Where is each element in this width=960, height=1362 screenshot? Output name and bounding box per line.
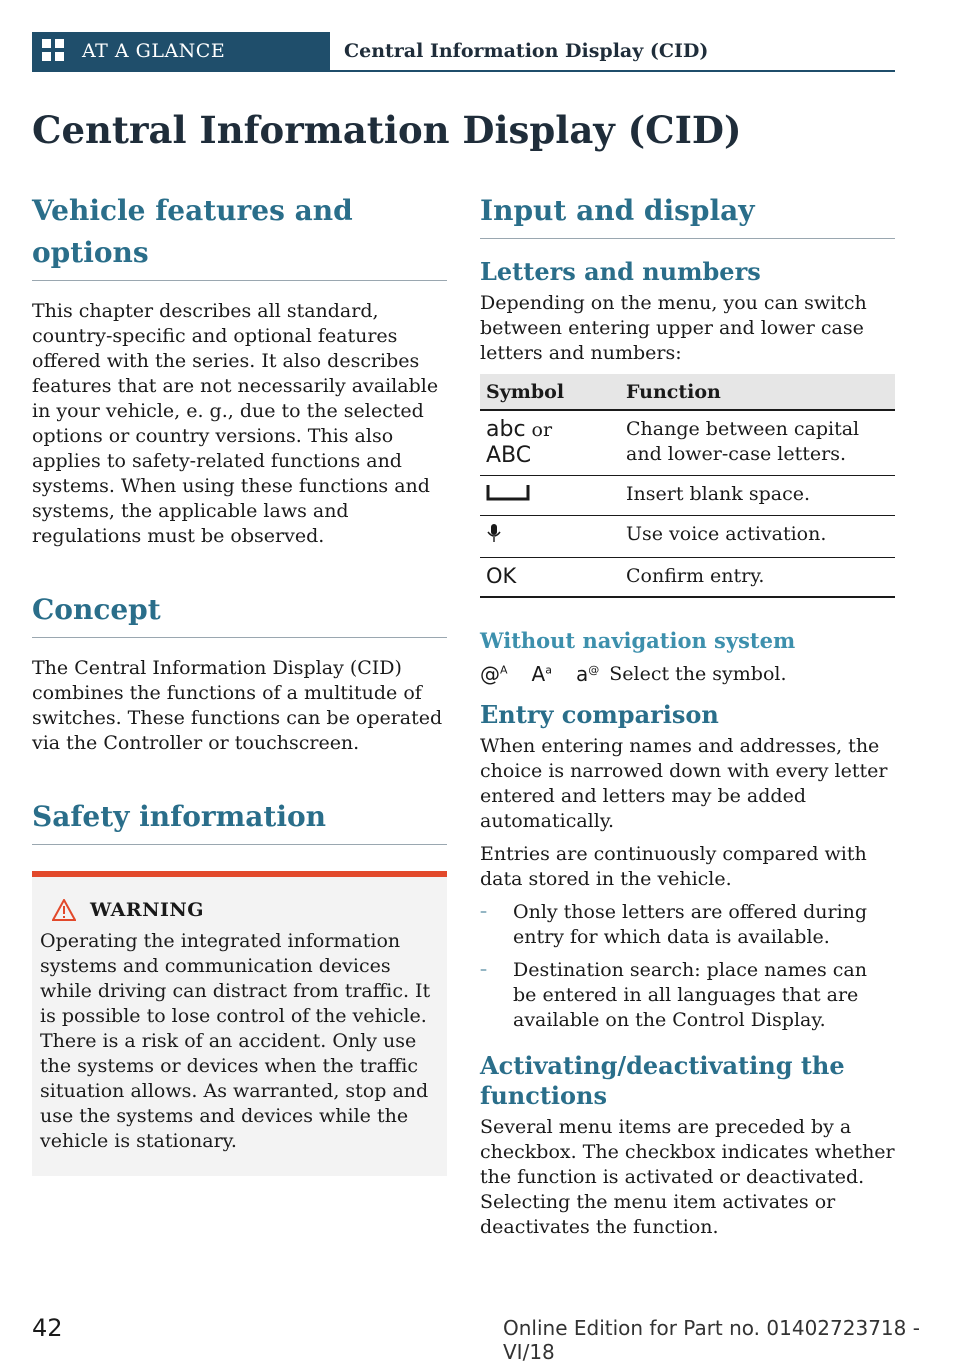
activating-text: Several menu items are preceded by a checkbox. The checkbox indicates whether the function is activated or deactivated. Selecting the menu item activates or deactivates the function. bbox=[480, 1116, 895, 1238]
function-column-header: Function bbox=[620, 374, 895, 410]
vehicle-features-heading: Vehicle features and options bbox=[32, 190, 447, 281]
safety-heading: Safety information bbox=[32, 796, 447, 845]
symbol-cell bbox=[480, 516, 620, 558]
function-cell: Use voice activation. bbox=[620, 516, 895, 558]
left-column bbox=[32, 190, 447, 1176]
activating-heading: Activating/deactivating the functions bbox=[480, 1051, 845, 1110]
table-row bbox=[480, 410, 895, 476]
symbol-column-header: Symbol bbox=[480, 374, 620, 410]
symbol-row bbox=[480, 662, 895, 686]
chapter-label: Central Information Display (CID) bbox=[344, 40, 709, 62]
warning-box bbox=[32, 871, 447, 1176]
letters-text: Depending on the menu, you can switch between entering upper and lower case letters and numbers: bbox=[480, 292, 867, 364]
grid-icon bbox=[42, 39, 66, 63]
warning-text: Operating the integrated information systems and communication devices while driving can distract from traffic. It is possible to lose control of the vehicle. There is a risk of an accident. Only use the systems or devices when the traffic situation allows. As warranted, stop and use the systems and devices while the vehicle is stationary. bbox=[40, 930, 431, 1152]
without-navigation-heading: Without navigation system bbox=[480, 628, 796, 653]
table-row bbox=[480, 516, 895, 558]
concept-heading: Concept bbox=[32, 589, 447, 638]
symbol-cell bbox=[480, 410, 620, 476]
vehicle-features-text: This chapter describes all standard, country-specific and optional features offered with the series. It also describes features that are not necessarily available in your vehicle, e. g., due to the selected options or country versions. This also applies to safety-related functions and systems. When using these functions and systems, the applicable laws and regulations must be observed. bbox=[32, 300, 439, 547]
section-tab bbox=[32, 32, 330, 70]
entry-comparison-heading: Entry comparison bbox=[480, 700, 719, 729]
ok-symbol: OK bbox=[486, 564, 517, 588]
table-row bbox=[480, 558, 895, 598]
input-display-heading: Input and display bbox=[480, 190, 895, 239]
letters-heading: Letters and numbers bbox=[480, 257, 761, 286]
lowercase-letter-icon: a@ bbox=[575, 662, 600, 686]
edition-footer: Online Edition for Part no. 01402723718 - VI/18 bbox=[503, 1316, 920, 1362]
section-label: AT A GLANCE bbox=[82, 40, 226, 62]
entry-comparison-text-1: When entering names and addresses, the choice is narrowed down with every letter entered and letters may be added automatically. bbox=[480, 735, 888, 832]
warning-header bbox=[40, 899, 439, 921]
select-symbol-text: Select the symbol. bbox=[609, 663, 787, 685]
lowercase-symbol: abc bbox=[486, 417, 526, 442]
at-sign-icon: @$^A$ bbox=[480, 662, 508, 686]
list-item: – Only those letters are offered during entry for which data is available. bbox=[480, 900, 895, 950]
page-header bbox=[32, 32, 895, 72]
entry-bullet-list bbox=[480, 900, 895, 1033]
symbol-cell bbox=[480, 558, 620, 598]
or-text: or bbox=[531, 419, 553, 441]
symbol-table bbox=[480, 374, 895, 598]
uppercase-letter-icon: $A^a$ bbox=[531, 662, 552, 686]
page-title: Central Information Display (CID) bbox=[32, 108, 742, 152]
concept-text: The Central Information Display (CID) combines the functions of a multitude of switches. These functions can be operated via the Controller or touchscreen. bbox=[32, 657, 443, 754]
table-row bbox=[480, 476, 895, 516]
function-cell: Change between capital and lower-case letters. bbox=[620, 410, 895, 476]
function-cell: Confirm entry. bbox=[620, 558, 895, 598]
microphone-icon bbox=[486, 522, 502, 544]
entry-comparison-text-2: Entries are continuously compared with data stored in the vehicle. bbox=[480, 843, 867, 890]
warning-triangle-icon bbox=[52, 899, 76, 921]
page-number: 42 bbox=[32, 1314, 63, 1342]
right-column bbox=[480, 190, 895, 1248]
uppercase-symbol: ABC bbox=[486, 443, 532, 468]
function-cell: Insert blank space. bbox=[620, 476, 895, 516]
warning-label: WARNING bbox=[90, 899, 205, 921]
list-item: – Destination search: place names can be entered in all languages that are available on the Control Display. bbox=[480, 958, 895, 1033]
symbol-cell bbox=[480, 476, 620, 516]
space-icon bbox=[486, 482, 530, 502]
